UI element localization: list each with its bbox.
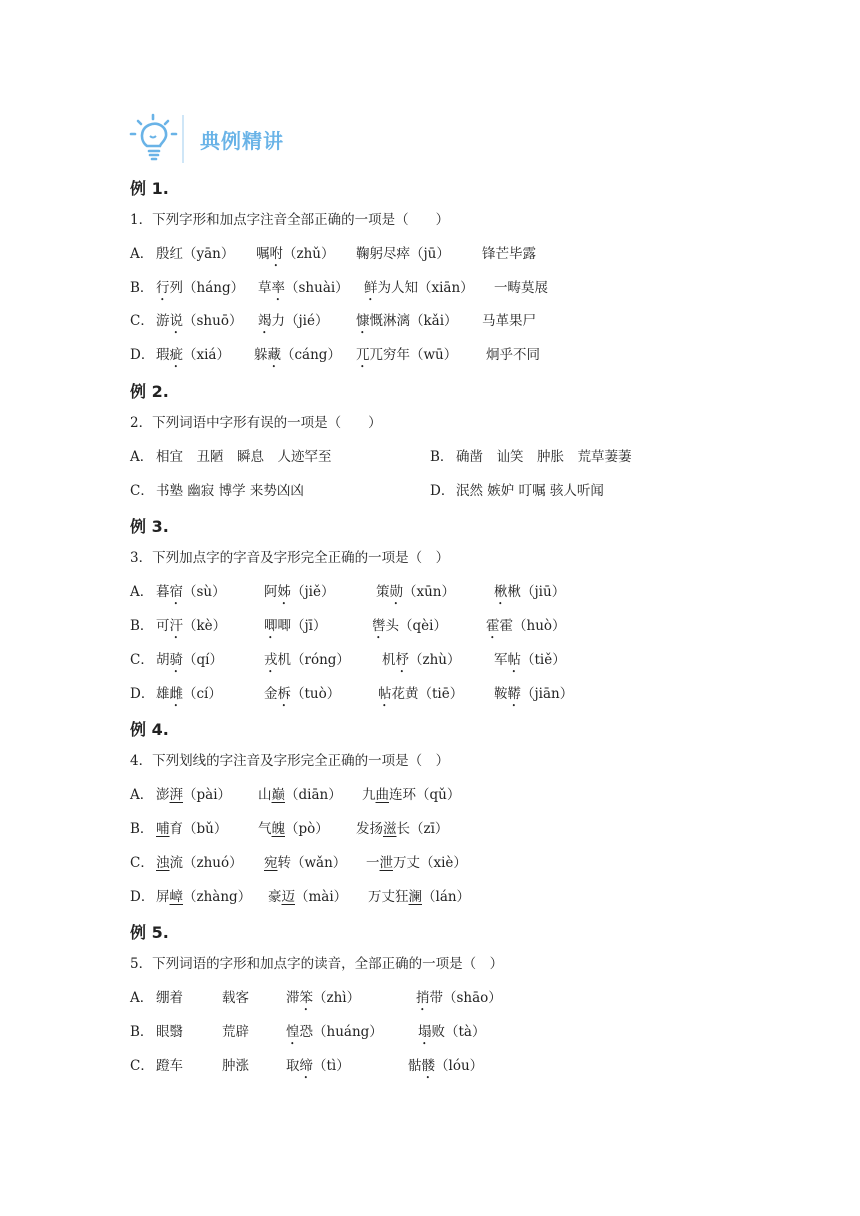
dotted-char: 霍 xyxy=(486,617,500,634)
option-term xyxy=(222,1016,249,1050)
term-text: 万丈狂 xyxy=(368,888,409,905)
term-text: 瑕 xyxy=(156,347,170,364)
option-row xyxy=(130,779,750,813)
option-term xyxy=(268,881,347,915)
term-text: 澎 xyxy=(156,787,170,804)
term-text: （sù） xyxy=(183,584,226,601)
option-term xyxy=(156,272,244,306)
term-text: （tuò） xyxy=(291,685,341,702)
term-text: 殷 xyxy=(156,245,170,262)
option-row xyxy=(130,305,750,339)
term-text: 胡 xyxy=(156,651,170,668)
option-letter: B． xyxy=(130,820,154,837)
term-text: 楸（jiū） xyxy=(507,584,566,601)
term-text: 气 xyxy=(258,820,272,837)
option-row xyxy=(130,272,750,306)
question-text: 3．下列加点字的字音及字形完全正确的一项是（ ） xyxy=(130,550,450,567)
term-text: （cáng） xyxy=(281,347,341,364)
term-text: 载客 xyxy=(222,990,249,1007)
option-row xyxy=(130,678,750,712)
dotted-char: 藏 xyxy=(267,347,281,364)
option-letter: C． xyxy=(130,854,154,871)
option-term xyxy=(156,644,223,678)
dotted-char: 雌 xyxy=(169,685,183,702)
term-text: 恐（huáng） xyxy=(299,1023,383,1040)
term-text: 暮 xyxy=(156,584,170,601)
term-text: 山 xyxy=(258,787,272,804)
term-text: 锋芒毕露 xyxy=(482,245,536,262)
header-title: 典例精讲 xyxy=(200,128,284,153)
option-letter: B． xyxy=(130,1023,154,1040)
dotted-char: 笨 xyxy=(299,990,313,1007)
option-letter: D． xyxy=(430,482,455,499)
dotted-char: 鞯 xyxy=(507,685,521,702)
example-block xyxy=(130,170,750,373)
underlined-char: 澜 xyxy=(408,888,422,905)
term-text: 带（shāo） xyxy=(429,990,502,1007)
dotted-char: 帖 xyxy=(378,685,392,702)
term-text: （kè） xyxy=(183,617,227,634)
option-term xyxy=(156,305,242,339)
underlined-char: 宛 xyxy=(264,854,278,871)
option-term xyxy=(286,1050,350,1084)
example-title: 例 4. xyxy=(130,720,169,740)
term-text: （lán） xyxy=(422,888,471,905)
term-text: 军 xyxy=(494,651,508,668)
option-term xyxy=(156,779,231,813)
term-text: （tiě） xyxy=(521,651,566,668)
option-letter: B． xyxy=(130,279,154,296)
question-text: 2．下列词语中字形有误的一项是（ ） xyxy=(130,414,382,431)
term-text: 连环（qǔ） xyxy=(389,787,461,804)
dotted-char: 鲜 xyxy=(364,279,378,296)
option-text: 确凿 讪笑 肿胀 荒草萋萋 xyxy=(456,448,632,465)
option-term xyxy=(372,610,447,644)
option-term xyxy=(356,305,458,339)
option-term xyxy=(264,610,327,644)
option-term xyxy=(366,847,467,881)
term-text: 头（qèi） xyxy=(385,617,447,634)
option-term xyxy=(368,881,470,915)
dotted-char: 缔 xyxy=(299,1057,313,1074)
term-text: （zhù） xyxy=(409,651,461,668)
dotted-char: 楸 xyxy=(494,584,508,601)
option-letter: A． xyxy=(130,584,154,601)
option-letter: A． xyxy=(130,990,154,1007)
option-term xyxy=(156,339,230,373)
term-text: （zhàng） xyxy=(183,888,252,905)
option-term xyxy=(156,1050,183,1084)
term-text: 机（róng） xyxy=(277,651,350,668)
term-text: 鞍 xyxy=(494,685,508,702)
term-text: 马革果尸 xyxy=(482,313,536,330)
underlined-char: 湃 xyxy=(169,787,183,804)
example-block xyxy=(130,711,750,914)
option-term xyxy=(378,678,463,712)
example-block xyxy=(130,914,750,1083)
underlined-char: 滋 xyxy=(383,820,397,837)
dotted-char: 说 xyxy=(169,313,183,330)
term-text: （lóu） xyxy=(435,1057,484,1074)
option-letter: A． xyxy=(130,448,154,465)
option-term xyxy=(408,1050,483,1084)
option-row xyxy=(130,881,750,915)
question-text: 5．下列词语的字形和加点字的读音，全部正确的一项是（ ） xyxy=(130,956,504,973)
option-term xyxy=(416,982,502,1016)
option-term xyxy=(418,1016,485,1050)
question-text: 1．下列字形和加点字注音全部正确的一项是（ ） xyxy=(130,212,450,228)
term-text: （qí） xyxy=(183,651,223,668)
option-term xyxy=(156,576,226,610)
example-block xyxy=(130,373,750,508)
term-text: 长（zī） xyxy=(396,820,449,837)
term-text: 发扬 xyxy=(356,820,383,837)
dotted-char: 行 xyxy=(156,279,170,296)
term-text: 豪 xyxy=(268,888,282,905)
dotted-char: 勋 xyxy=(389,584,403,601)
term-text: 金 xyxy=(264,685,278,702)
option-term xyxy=(356,339,457,373)
dotted-char: 髅 xyxy=(421,1057,435,1074)
term-text: 草 xyxy=(258,279,272,296)
dotted-char: 塌 xyxy=(418,1023,432,1040)
term-text: 机 xyxy=(382,651,396,668)
option-row xyxy=(130,441,750,475)
term-text: 肿涨 xyxy=(222,1057,249,1074)
dotted-char: 骑 xyxy=(169,651,183,668)
example-title: 例 1. xyxy=(130,179,169,198)
example-block xyxy=(130,508,750,711)
option-letter: C． xyxy=(130,1057,154,1074)
underlined-char: 迈 xyxy=(281,888,295,905)
underlined-char: 魄 xyxy=(271,820,285,837)
term-text: 屏 xyxy=(156,888,170,905)
term-text: （xiá） xyxy=(183,347,230,364)
option-term xyxy=(486,339,540,373)
option-row xyxy=(130,610,750,644)
option-term xyxy=(486,610,566,644)
term-text: 荒辟 xyxy=(222,1023,249,1040)
option-term xyxy=(256,238,335,272)
option-letter: C． xyxy=(130,313,154,330)
underlined-char: 巅 xyxy=(271,787,285,804)
option-letter: C． xyxy=(130,651,154,668)
option-row xyxy=(130,847,750,881)
dotted-char: 戎 xyxy=(264,651,278,668)
option-term xyxy=(286,1016,383,1050)
option-letter: C． xyxy=(130,482,154,499)
option-term xyxy=(156,238,234,272)
term-text: 唧（jī） xyxy=(277,617,327,634)
option-term xyxy=(494,272,548,306)
option-text: 书塾 幽寂 博学 来势凶凶 xyxy=(156,482,304,499)
option-row xyxy=(130,1050,750,1084)
dotted-char: 慷 xyxy=(356,313,370,330)
option-term xyxy=(356,238,450,272)
term-text: 一畴莫展 xyxy=(494,279,548,296)
option-term xyxy=(254,339,341,373)
option-term xyxy=(258,272,349,306)
examples-content xyxy=(130,170,750,1084)
option-term xyxy=(356,813,448,847)
term-text: 炯乎不同 xyxy=(486,347,540,364)
term-text: 蹬车 xyxy=(156,1057,183,1074)
term-text: （jiě） xyxy=(291,584,335,601)
example-title: 例 3. xyxy=(130,517,169,537)
term-text: 霍（huò） xyxy=(499,617,566,634)
option-term xyxy=(258,305,329,339)
option-term xyxy=(264,678,340,712)
option-term xyxy=(494,576,565,610)
dotted-char: 姊 xyxy=(277,584,291,601)
example-title: 例 5. xyxy=(130,923,169,943)
example-title: 例 2. xyxy=(130,381,169,401)
option-letter: A． xyxy=(130,245,154,262)
term-text: （shuài） xyxy=(285,279,349,296)
option-term xyxy=(222,982,249,1016)
option-term xyxy=(482,305,536,339)
option-term xyxy=(364,272,474,306)
option-term xyxy=(222,1050,249,1084)
term-text: （pò） xyxy=(285,820,329,837)
option-row xyxy=(130,475,750,509)
term-text: 花黄（tiē） xyxy=(391,685,464,702)
option-text: 泯然 嫉妒 叮嘱 骇人听闻 xyxy=(456,482,604,499)
dotted-char: 杼 xyxy=(395,651,409,668)
term-text: 红（yān） xyxy=(169,245,235,262)
term-text: （zhì） xyxy=(313,990,361,1007)
option-row xyxy=(130,644,750,678)
option-row xyxy=(130,576,750,610)
term-text: （shuō） xyxy=(183,313,243,330)
dotted-char: 疵 xyxy=(169,347,183,364)
option-row xyxy=(130,982,750,1016)
dotted-char: 兀 xyxy=(356,347,370,364)
dotted-char: 汗 xyxy=(169,617,183,634)
term-text: 列（háng） xyxy=(169,279,245,296)
term-text: 取 xyxy=(286,1057,300,1074)
option-letter: B． xyxy=(130,617,154,634)
term-text: 策 xyxy=(376,584,390,601)
section-header xyxy=(128,112,284,166)
term-text: 九 xyxy=(362,787,376,804)
term-text: 鞠 xyxy=(356,245,370,262)
term-text: 流（zhuó） xyxy=(169,854,243,871)
term-text: 一 xyxy=(366,854,380,871)
dotted-char: 辔 xyxy=(372,617,386,634)
option-term xyxy=(258,813,329,847)
lightbulb-icon xyxy=(128,113,180,165)
term-text: 兀穷年（wū） xyxy=(369,347,458,364)
term-text: 骷 xyxy=(408,1057,422,1074)
term-text: 雄 xyxy=(156,685,170,702)
option-term xyxy=(482,238,536,272)
dotted-char: 宿 xyxy=(169,584,183,601)
option-row xyxy=(130,1016,750,1050)
dotted-char: 惶 xyxy=(286,1023,300,1040)
term-text: （xūn） xyxy=(403,584,456,601)
option-term xyxy=(156,813,227,847)
dotted-char: 竭 xyxy=(258,313,272,330)
term-text: （pài） xyxy=(183,787,232,804)
option-letter: D． xyxy=(130,685,155,702)
header-divider xyxy=(182,115,184,163)
term-text: 绷着 xyxy=(156,990,183,1007)
option-letter: B． xyxy=(430,448,454,465)
dotted-char: 柝 xyxy=(277,685,291,702)
term-text: （tì） xyxy=(313,1057,350,1074)
option-term xyxy=(376,576,455,610)
term-text: （cí） xyxy=(183,685,222,702)
term-text: （mài） xyxy=(295,888,348,905)
option-letter: A． xyxy=(130,787,154,804)
option-term xyxy=(156,881,251,915)
option-term xyxy=(362,779,460,813)
term-text: 眼翳 xyxy=(156,1023,183,1040)
option-row xyxy=(130,813,750,847)
dotted-char: 咐 xyxy=(269,245,283,262)
term-text: 转（wǎn） xyxy=(277,854,347,871)
term-text: 败（tà） xyxy=(431,1023,486,1040)
dotted-char: 捎 xyxy=(416,990,430,1007)
option-term xyxy=(156,678,222,712)
term-text: 为人知（xiān） xyxy=(377,279,474,296)
term-text: 躲 xyxy=(254,347,268,364)
option-term xyxy=(264,644,350,678)
option-term xyxy=(494,644,566,678)
term-text: 力（jié） xyxy=(271,313,329,330)
term-text: 游 xyxy=(156,313,170,330)
term-text: （jiān） xyxy=(521,685,574,702)
underlined-char: 浊 xyxy=(156,854,170,871)
term-text: 滞 xyxy=(286,990,300,1007)
underlined-char: 哺 xyxy=(156,820,170,837)
option-term xyxy=(494,678,573,712)
term-text: 育（bǔ） xyxy=(169,820,228,837)
option-term xyxy=(382,644,461,678)
term-text: 可 xyxy=(156,617,170,634)
dotted-char: 帖 xyxy=(507,651,521,668)
option-text: 相宜 丑陋 瞬息 人迹罕至 xyxy=(156,448,332,465)
term-text: 躬尽瘁（jū） xyxy=(369,245,450,262)
term-text: （diān） xyxy=(285,787,342,804)
dotted-char: 率 xyxy=(271,279,285,296)
option-term xyxy=(258,779,342,813)
option-row xyxy=(130,339,750,373)
option-term xyxy=(156,1016,183,1050)
option-letter: D． xyxy=(130,888,155,905)
term-text: 慨淋漓（kǎi） xyxy=(369,313,458,330)
option-term xyxy=(264,847,346,881)
option-letter: D． xyxy=(130,347,155,364)
option-term xyxy=(264,576,335,610)
question-text: 4．下列划线的字注音及字形完全正确的一项是（ ） xyxy=(130,753,450,770)
option-row xyxy=(130,238,750,272)
term-text: 嘱 xyxy=(256,245,270,262)
underlined-char: 嶂 xyxy=(169,888,183,905)
option-term xyxy=(156,982,183,1016)
option-term xyxy=(156,847,243,881)
term-text: 万丈（xiè） xyxy=(393,854,467,871)
underlined-char: 泄 xyxy=(379,854,393,871)
option-term xyxy=(156,610,226,644)
term-text: 阿 xyxy=(264,584,278,601)
option-term xyxy=(286,982,360,1016)
dotted-char: 唧 xyxy=(264,617,278,634)
term-text: （zhǔ） xyxy=(283,245,335,262)
underlined-char: 曲 xyxy=(375,787,389,804)
